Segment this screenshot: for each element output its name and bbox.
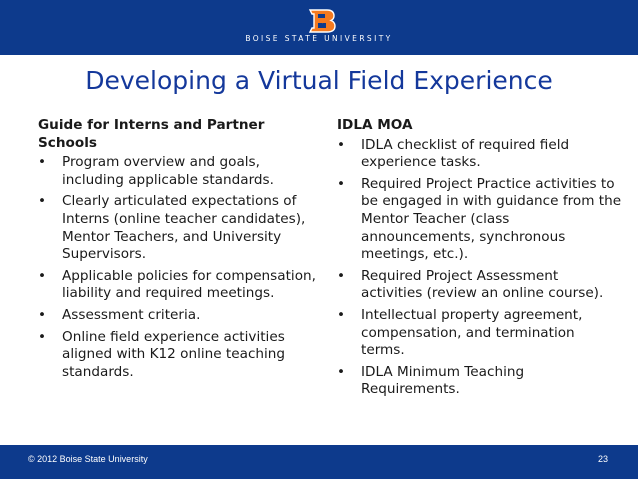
bullet-text: Intellectual property agreement, compensation, and termination terms. [361,306,583,359]
bullet-text: Program overview and goals, including applicable standards. [62,154,274,188]
list-item [38,268,316,303]
bullet-icon: • [337,267,346,284]
list-item [337,137,622,172]
right-heading: IDLA MOA [337,117,413,133]
bullet-text: IDLA Minimum Teaching Requirements. [361,363,525,398]
list-item [38,307,316,325]
bullet-text: Required Project Assessment activities (review an online course). [361,267,604,302]
list-item [337,364,622,399]
bullet-icon: • [38,328,47,345]
left-heading [38,117,316,152]
list-item [38,154,316,189]
bullet-text: IDLA checklist of required field experience tasks. [361,136,570,171]
bullet-icon: • [337,136,346,153]
left-heading-line1: Guide for Interns and Partner [38,117,265,133]
bullet-icon: • [337,363,346,380]
copyright-text: © 2012 Boise State University [28,454,148,464]
bullet-text: Clearly articulated expectations of Interns (online teacher candidates), Mentor Teachers, and University Supervisors. [62,193,306,263]
bullet-icon: • [38,267,47,284]
footer-bar [0,445,638,479]
list-item [38,329,316,382]
bullet-text: Assessment criteria. [62,306,201,323]
list-item [38,193,316,263]
university-name: BOISE STATE UNIVERSITY [245,34,393,43]
list-item [337,307,622,360]
page-number: 23 [597,454,608,464]
bullet-icon: • [38,154,47,171]
logo-letter: B [322,24,323,25]
left-column [38,117,316,385]
list-item [337,268,622,303]
bullet-text: Required Project Practice activities to be engaged in with guidance from the Mentor Teacher (class announcements, synchronous meetings, etc.). [361,175,622,263]
bullet-icon: • [337,306,346,323]
left-heading-line2: Schools [38,134,97,151]
slide-title: Developing a Virtual Field Experience [85,66,553,95]
right-bullet-list [337,137,622,399]
bullet-icon: • [38,306,47,323]
boise-state-b-logo-icon [307,8,337,34]
bullet-text: Applicable policies for compensation, liability and required meetings. [62,267,316,302]
bullet-icon: • [38,193,47,210]
right-column [337,117,622,403]
bullet-text: Online field experience activities aligned with K12 online teaching standards. [62,328,286,380]
left-bullet-list [38,154,316,381]
header-bar [0,0,638,55]
list-item [337,176,622,264]
bullet-icon: • [337,175,346,192]
